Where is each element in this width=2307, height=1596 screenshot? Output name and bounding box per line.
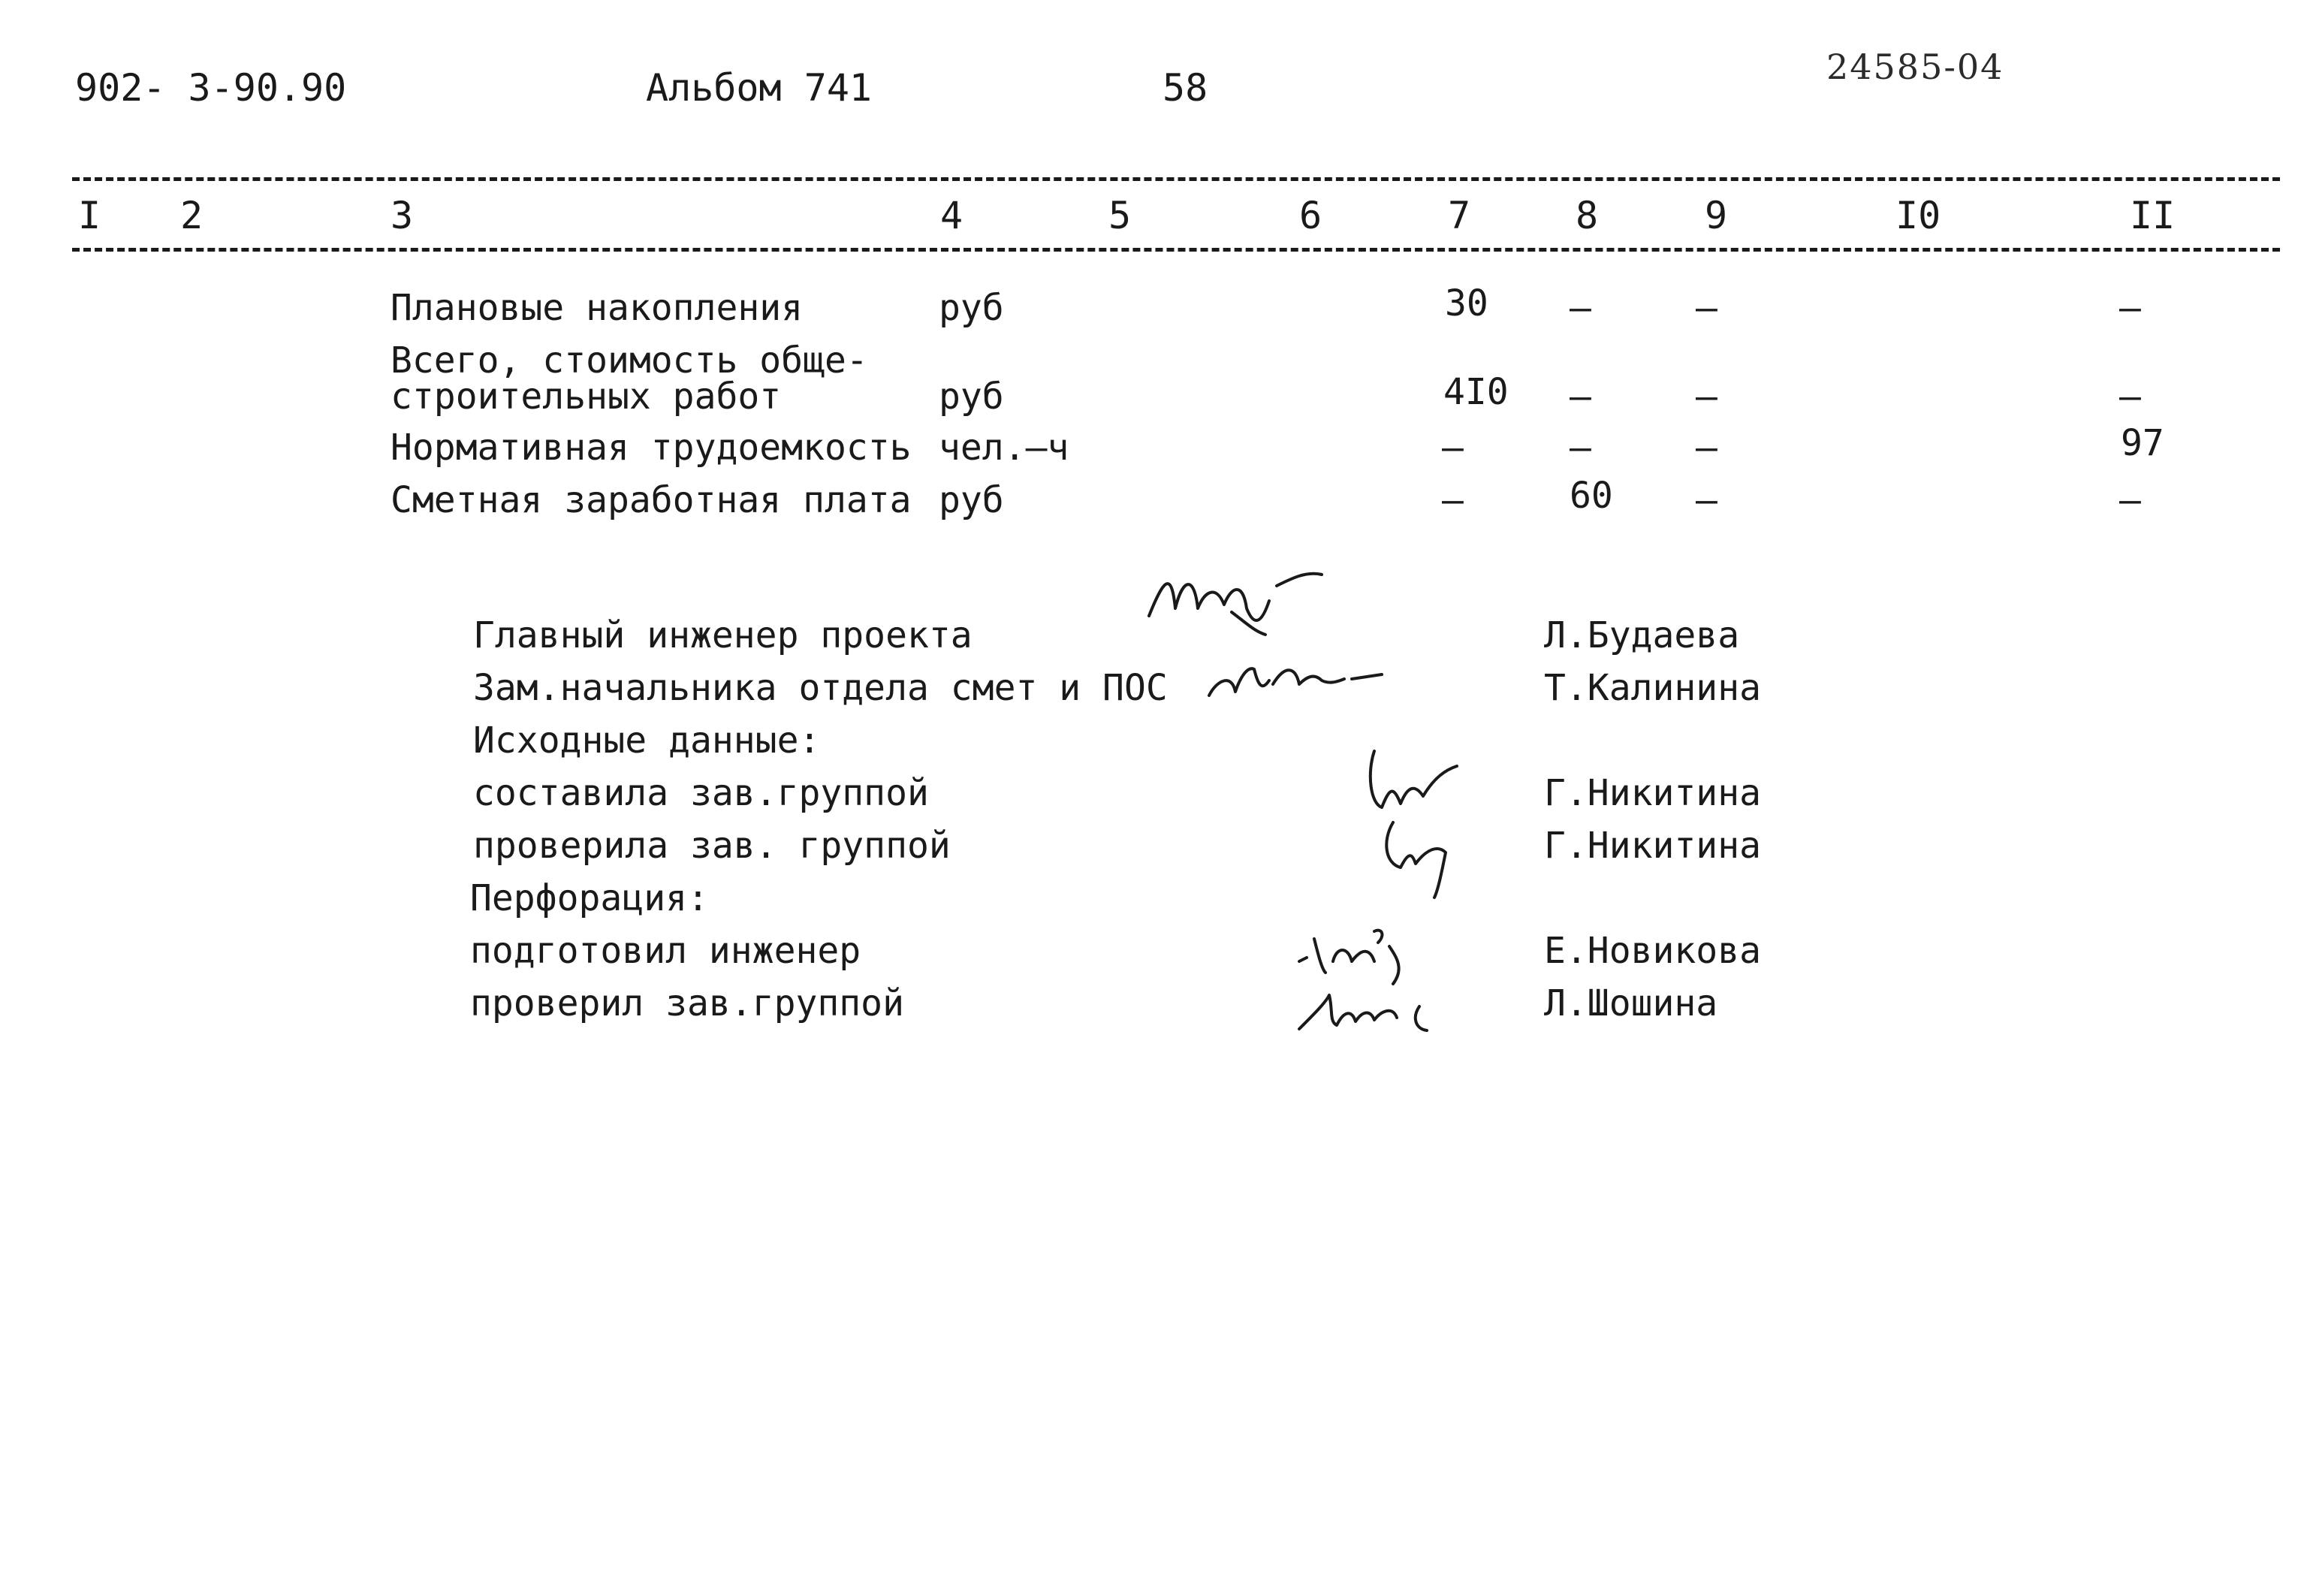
table-cell-col8: – [1570, 287, 1591, 329]
table-row-name: Сметная заработная плата [391, 479, 912, 521]
table-cell-col7: 30 [1445, 282, 1488, 324]
table-header-bottom-rule [72, 248, 2280, 252]
table-cell-col9: – [1696, 287, 1717, 329]
signature-section-heading: Исходные данные: [473, 720, 821, 762]
signatory-name: Л.Будаева [1544, 614, 1740, 656]
column-number-3: 3 [391, 194, 414, 237]
handwritten-signature [1374, 819, 1494, 901]
column-number-4: 4 [940, 194, 964, 237]
table-cell-col8: – [1570, 376, 1591, 418]
table-cell-col7: – [1442, 479, 1464, 521]
table-row-unit: руб [939, 376, 1004, 418]
table-cell-col9: – [1696, 427, 1717, 469]
table-row-unit: чел.–ч [939, 427, 1069, 469]
table-cell-col7: – [1442, 427, 1464, 469]
table-cell-col7: 4I0 [1443, 371, 1509, 413]
signatory-name: Т.Калинина [1544, 667, 1761, 709]
signature-role: проверил зав.группой [470, 982, 904, 1024]
signatory-name: Л.Шошина [1544, 982, 1718, 1024]
table-cell-col8: 60 [1570, 475, 1613, 517]
table-cell-col9: – [1696, 479, 1717, 521]
signature-role: проверила зав. группой [473, 825, 951, 867]
table-cell-col11: – [2119, 479, 2141, 521]
table-cell-col8: – [1570, 427, 1591, 469]
handwritten-signature [1202, 650, 1397, 711]
table-row-name: Нормативная трудоемкость [391, 427, 912, 469]
column-number-2: 2 [180, 194, 204, 237]
handwritten-signature [1359, 744, 1479, 819]
table-row-unit: руб [939, 287, 1004, 329]
column-number-6: 6 [1299, 194, 1322, 237]
signatory-name: Г.Никитина [1544, 825, 1761, 867]
table-cell-col11: 97 [2121, 422, 2164, 464]
table-cell-col9: – [1696, 376, 1717, 418]
page-number: 58 [1163, 66, 1208, 110]
inventory-number: 24585-04 [1826, 47, 2004, 87]
table-cell-col11: – [2119, 376, 2141, 418]
table-row-name: Всего, стоимость обще- [391, 339, 868, 382]
column-number-5: 5 [1108, 194, 1132, 237]
table-row-unit: руб [939, 479, 1004, 521]
column-number-11: II [2130, 194, 2176, 237]
signatory-name: Г.Никитина [1544, 772, 1761, 814]
document-code: 902- 3-90.90 [75, 66, 347, 110]
signature-role: Зам.начальника отдела смет и ПОС [473, 667, 1168, 709]
table-row-name-continued: строительных работ [391, 376, 782, 418]
column-number-9: 9 [1705, 194, 1728, 237]
handwritten-signature [1292, 976, 1472, 1036]
table-header-top-rule [72, 177, 2280, 181]
signatory-name: Е.Новикова [1544, 930, 1761, 972]
column-number-8: 8 [1576, 194, 1599, 237]
signature-section-heading: Перфорация: [470, 877, 709, 919]
handwritten-signature [1141, 556, 1337, 646]
column-number-7: 7 [1448, 194, 1471, 237]
signature-role: подготовил инженер [470, 930, 861, 972]
column-number-1: I [78, 194, 101, 237]
signature-role: Главный инженер проекта [473, 614, 973, 656]
signature-role: составила зав.группой [473, 772, 929, 814]
table-cell-col11: – [2119, 287, 2141, 329]
album-label: Альбом 741 [646, 66, 873, 110]
table-row-name: Плановые накопления [391, 287, 804, 329]
column-number-10: I0 [1895, 194, 1941, 237]
